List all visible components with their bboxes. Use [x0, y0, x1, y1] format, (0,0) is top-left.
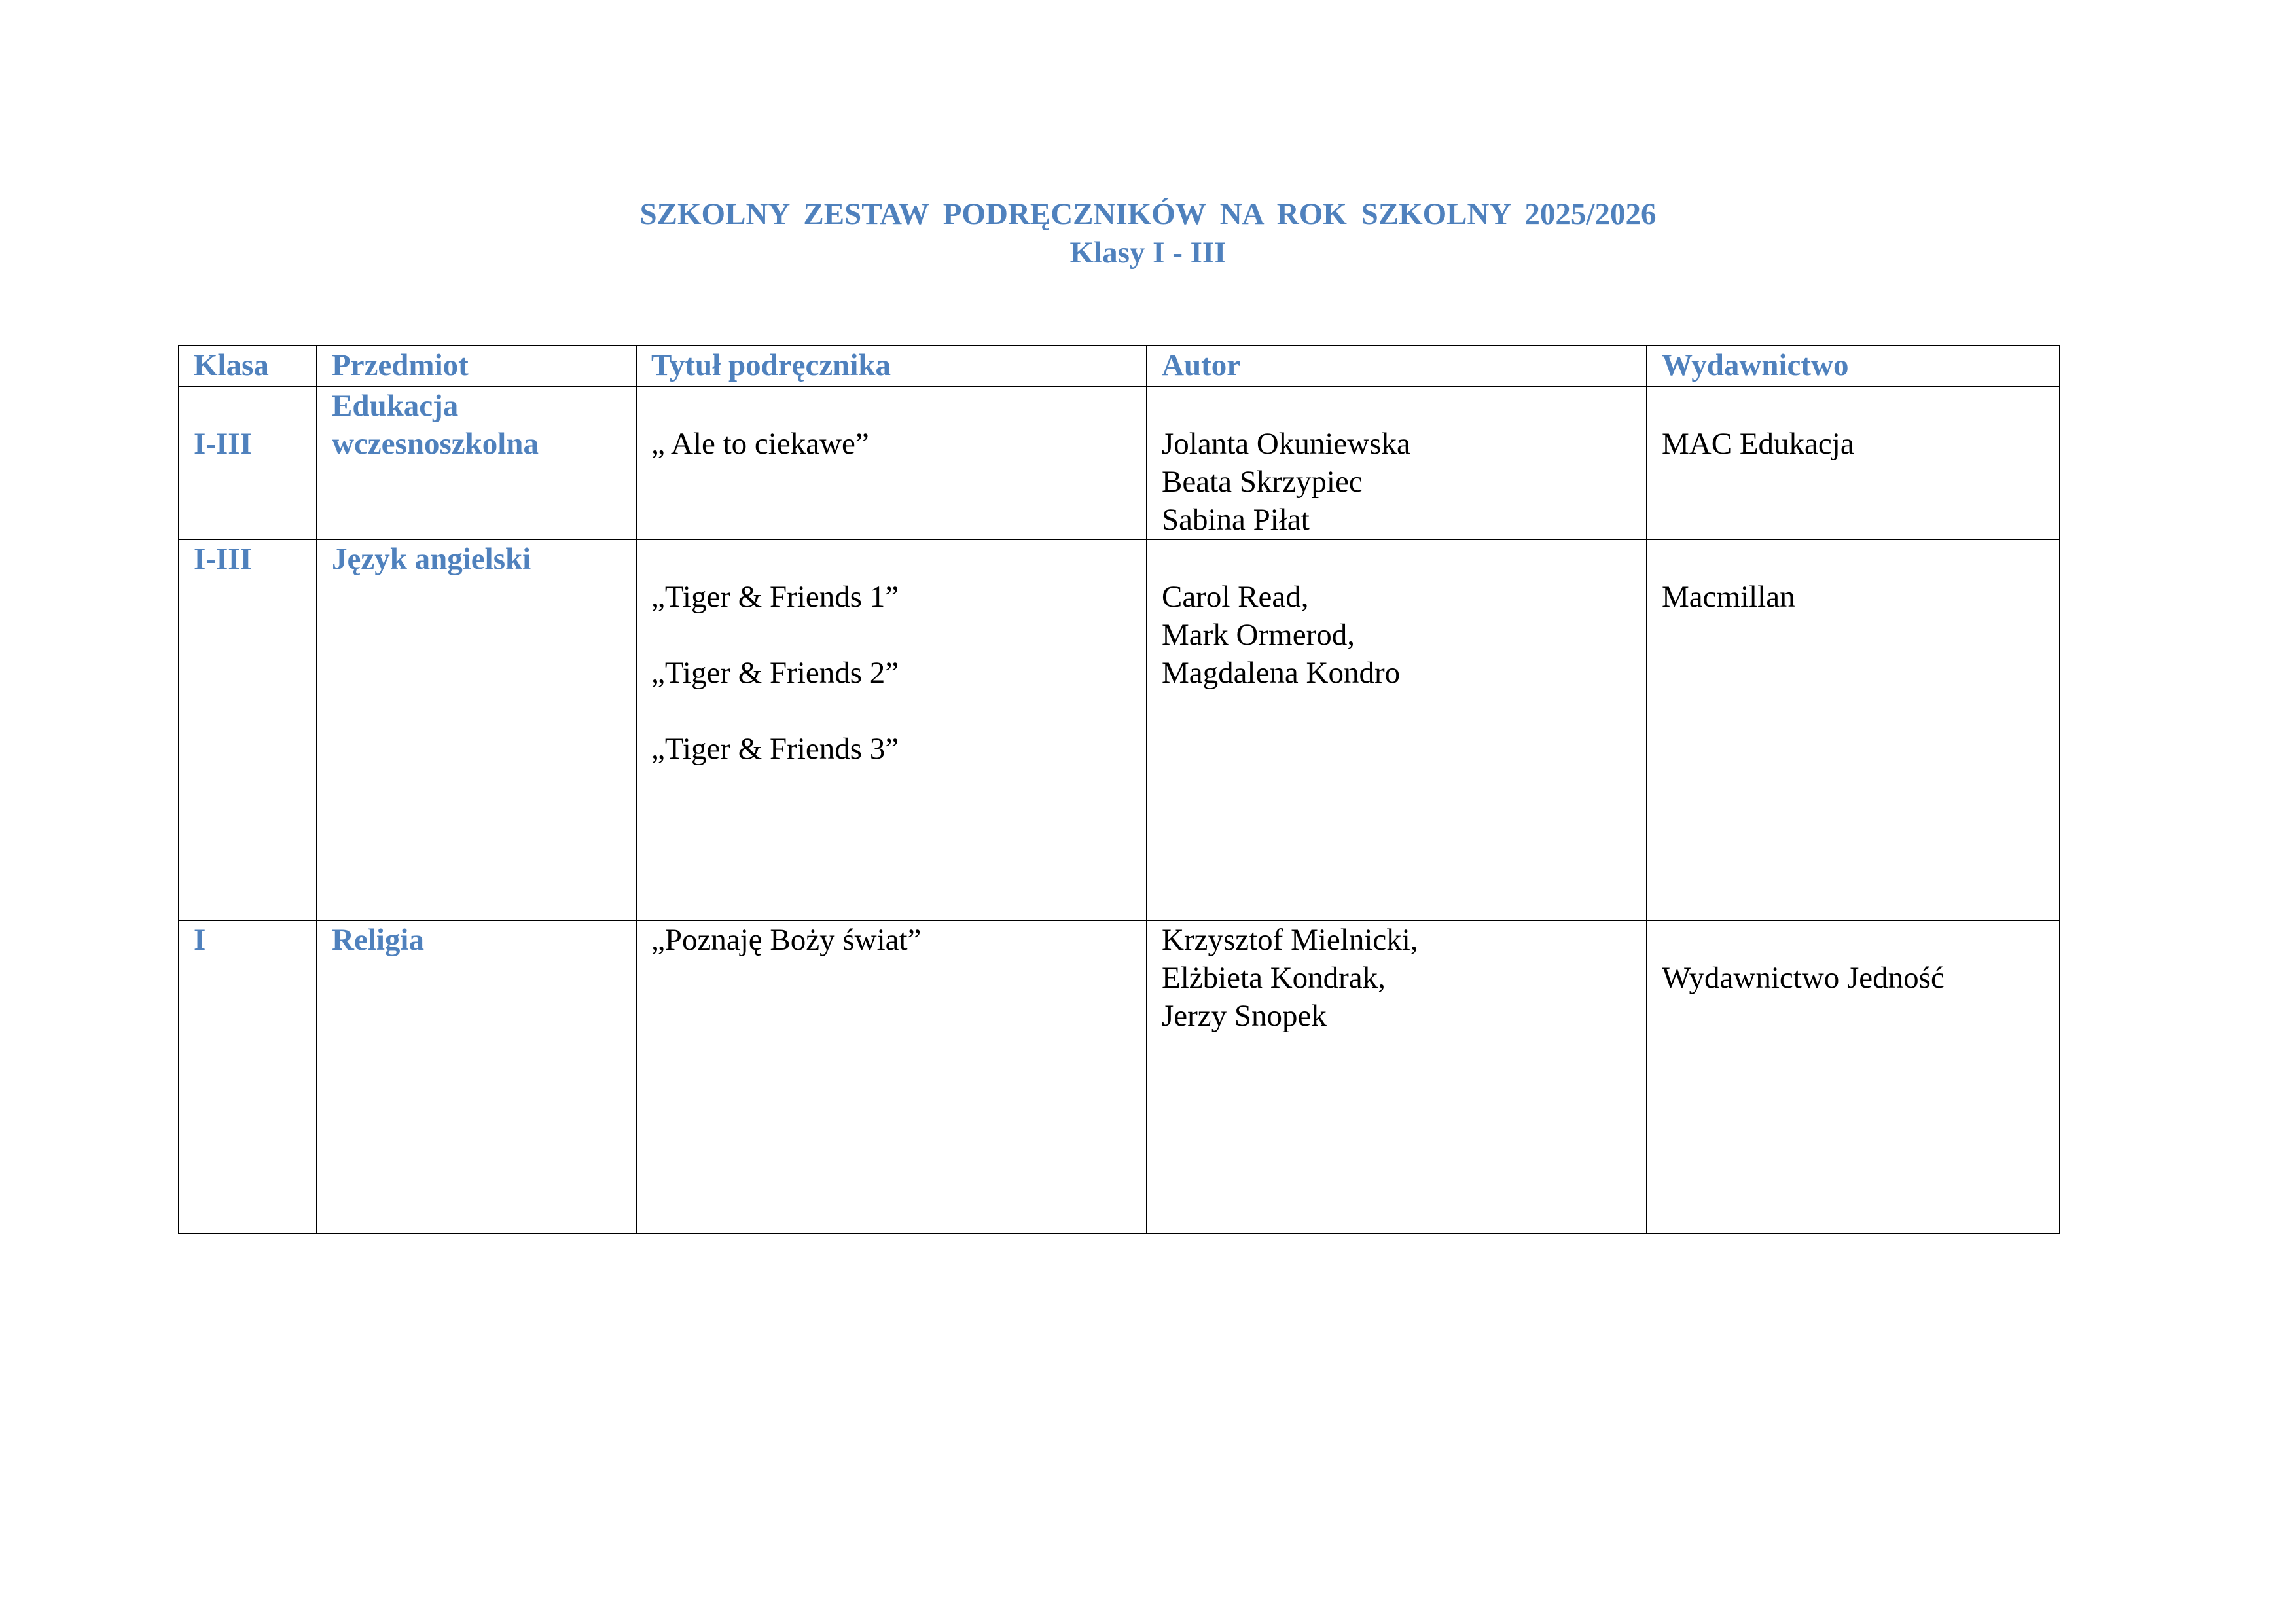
header-wydawnictwo: Wydawnictwo [1647, 346, 2060, 386]
header-autor: Autor [1147, 346, 1647, 386]
cell-przedmiot: Język angielski [317, 539, 636, 920]
textbook-table [178, 345, 2060, 1234]
cell-wydawnictwo: Wydawnictwo Jedność [1647, 920, 2060, 1233]
cell-wydawnictwo: MAC Edukacja [1647, 386, 2060, 539]
cell-przedmiot: Edukacja wczesnoszkolna [317, 386, 636, 539]
cell-autor: Carol Read, Mark Ormerod, Magdalena Kondro [1147, 539, 1647, 920]
table-row [179, 920, 2060, 1233]
document-subtitle: Klasy I - III [1069, 236, 1227, 270]
header-tytul: Tytuł podręcznika [636, 346, 1147, 386]
table-row [179, 539, 2060, 920]
cell-przedmiot: Religia [317, 920, 636, 1233]
header-przedmiot: Przedmiot [317, 346, 636, 386]
cell-klasa: I-III [179, 386, 317, 539]
header-klasa: Klasa [179, 346, 317, 386]
table-row [179, 386, 2060, 539]
cell-wydawnictwo: Macmillan [1647, 539, 2060, 920]
cell-klasa: I-III [179, 539, 317, 920]
cell-klasa: I [179, 920, 317, 1233]
cell-autor: Jolanta Okuniewska Beata Skrzypiec Sabina Piłat [1147, 386, 1647, 539]
cell-autor: Krzysztof Mielnicki, Elżbieta Kondrak, Jerzy Snopek [1147, 920, 1647, 1233]
cell-tytul: „Tiger & Friends 1” „Tiger & Friends 2” „Tiger & Friends 3” [636, 539, 1147, 920]
cell-tytul: „ Ale to ciekawe” [636, 386, 1147, 539]
cell-tytul: „Poznaję Boży świat” [636, 920, 1147, 1233]
table-header-row [179, 346, 2060, 386]
document-title: SZKOLNY ZESTAW PODRĘCZNIKÓW NA ROK SZKOLNY 2025/2026 [639, 197, 1657, 231]
